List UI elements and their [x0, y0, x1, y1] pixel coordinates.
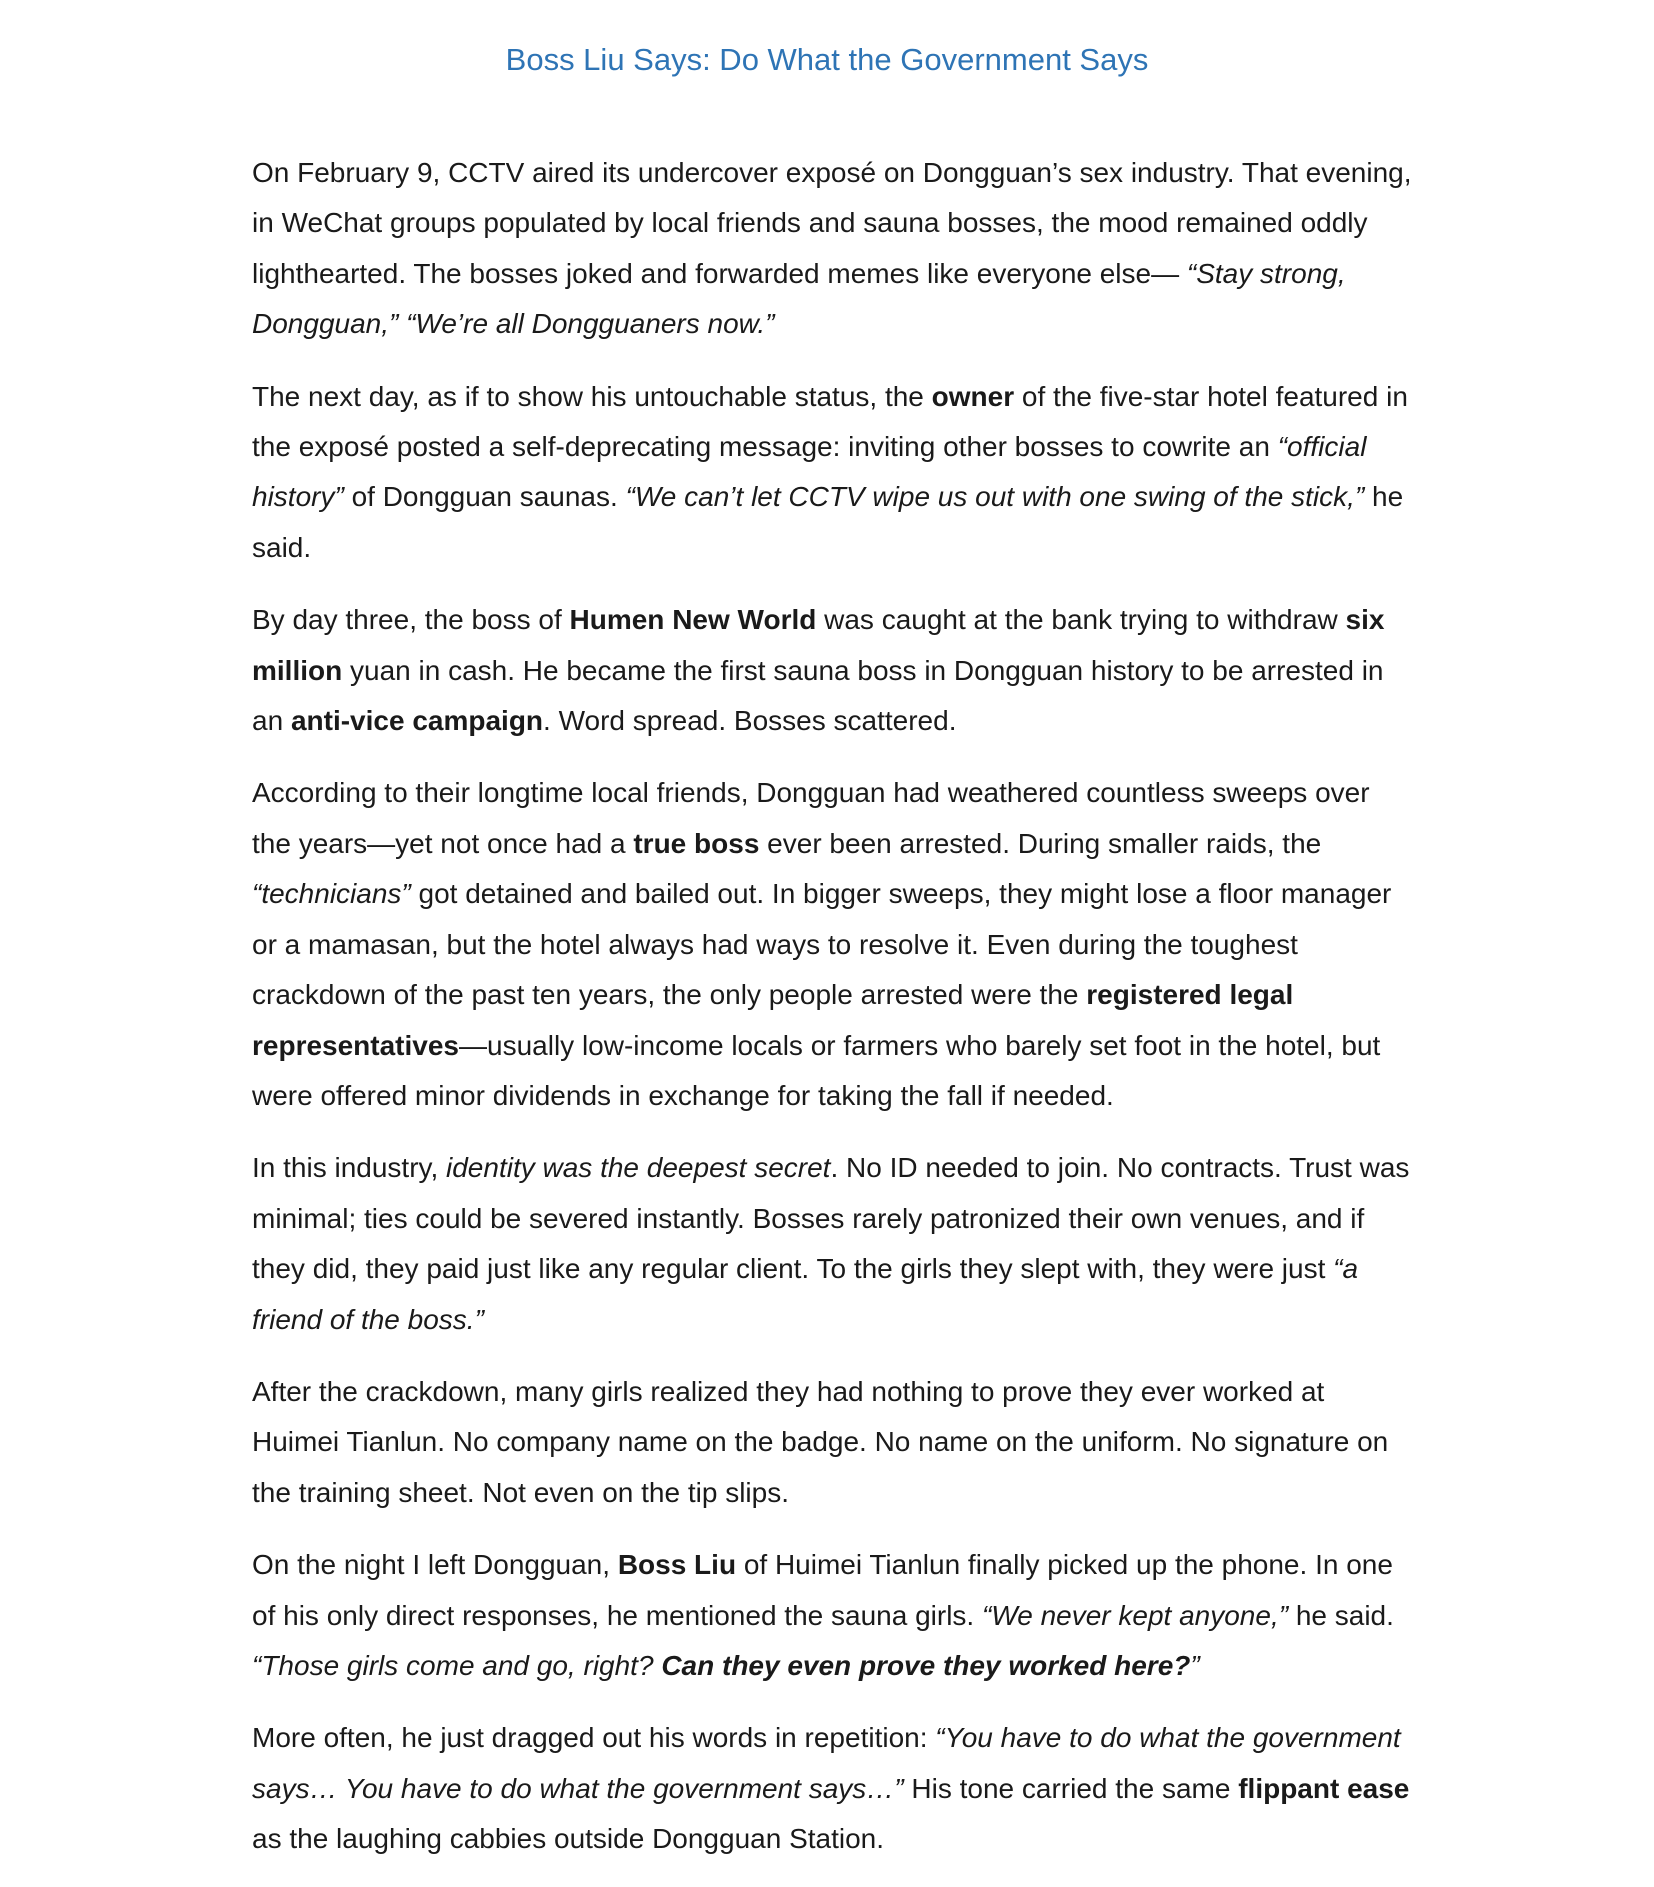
article-body [252, 148, 1412, 1887]
text-run: . Word spread. Bosses scattered. [543, 705, 957, 737]
paragraph [252, 595, 1412, 746]
text-run: His tone carried the same [903, 1772, 1239, 1804]
paragraph [252, 148, 1412, 350]
text-run: of Dongguan saunas. [343, 481, 626, 513]
italic-text: identity was the deepest secret [446, 1152, 831, 1184]
paragraph [252, 1143, 1412, 1345]
text-run: The next day, as if to show his untouchable status, the [252, 380, 932, 412]
text-run: he said. [1288, 1599, 1394, 1631]
text-run: of the five-star hotel featured in the exposé posted a self-deprecating message: inviting other bosses to cowrite an [252, 380, 1408, 463]
text-run: On the night I left Dongguan, [252, 1549, 618, 1581]
text-run: After the crackdown, many girls realized they had nothing to prove they ever worked at Huimei Tianlun. No company name on the badge. No name on the uniform. No signature on the training sheet. Not even on the tip slips. [252, 1375, 1389, 1508]
italic-text: “Stay strong, Dongguan,” “We’re all Dongguaners now.” [252, 257, 1346, 340]
italic-text: “Those girls come and go, right? [252, 1649, 662, 1681]
italic-text: “We can’t let CCTV wipe us out with one swing of the stick,” [625, 481, 1365, 513]
italic-text: ” [1190, 1649, 1200, 1681]
paragraph [252, 372, 1412, 574]
paragraph [252, 768, 1412, 1121]
text-run: —usually low-income locals or farmers who barely set foot in the hotel, but were offered minor dividends in exchange for taking the fall if needed. [252, 1029, 1381, 1111]
paragraph [252, 1540, 1412, 1691]
text-run: On February 9, CCTV aired its undercover exposé on Dongguan’s sex industry. That evening, in WeChat groups populated by local friends and sauna bosses, the mood remained oddly lighthearted. The bosses joked and forwarded memes like everyone else— [252, 157, 1412, 289]
text-run: got detained and bailed out. In bigger sweeps, they might lose a floor manager or a mamasan, but the hotel always had ways to resolve it. Even during the toughest crackdown of the past ten years, the only people arrested were the [252, 878, 1392, 1011]
bold-text: registered legal representatives [252, 979, 1294, 1061]
bold-text: six million [252, 604, 1385, 686]
text-run: he said. [252, 481, 1404, 563]
text-run: yuan in cash. He became the first sauna boss in Dongguan history to be arrested in an [252, 654, 1384, 737]
bold-text: owner [931, 380, 1015, 412]
text-run: According to their longtime local friends, Dongguan had weathered countless sweeps over the years—yet not once had a [252, 777, 1370, 859]
text-run: More often, he just dragged out his words in repetition: [252, 1722, 936, 1754]
text-run: was caught at the bank trying to withdraw [816, 604, 1346, 636]
bold-text: true boss [633, 827, 760, 859]
italic-text: “technicians” [252, 878, 411, 910]
italic-text: “a friend of the boss.” [252, 1253, 1359, 1335]
bold-text: Humen New World [569, 604, 817, 636]
paragraph [252, 1713, 1412, 1864]
italic-text: “We never kept anyone,” [981, 1599, 1289, 1631]
bold-text: Boss Liu [617, 1549, 737, 1581]
article-title: Boss Liu Says: Do What the Government Says [505, 42, 1149, 77]
bold-text: anti-vice campaign [290, 705, 544, 737]
text-run: . No ID needed to join. No contracts. Trust was minimal; ties could be severed instantly. Bosses rarely patronized their own venues, and if they did, they paid just like any regular client. To the girls they slept with, they were just [252, 1152, 1410, 1285]
italic-text: “You have to do what the government says… You have to do what the government says…” [252, 1722, 1401, 1804]
bold-italic-text: Can they even prove they worked here? [661, 1649, 1191, 1681]
paragraph [252, 1367, 1412, 1518]
bold-text: flippant ease [1238, 1772, 1410, 1804]
text-run: In this industry, [252, 1152, 447, 1184]
italic-text: “official history” [252, 431, 1367, 513]
text-run: ever been arrested. During smaller raids, the [759, 827, 1322, 859]
text-run: as the laughing cabbies outside Dongguan Station. [252, 1823, 885, 1855]
text-run: of Huimei Tianlun finally picked up the phone. In one of his only direct responses, he mentioned the sauna girls. [252, 1549, 1393, 1631]
text-run: By day three, the boss of [252, 604, 570, 636]
